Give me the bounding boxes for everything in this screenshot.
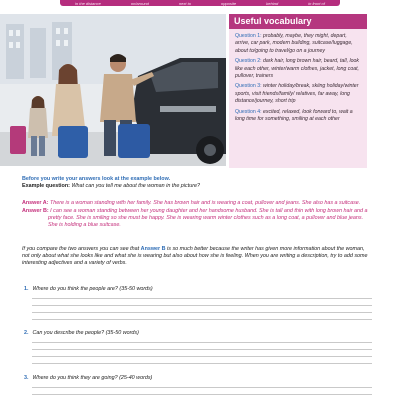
vocabulary-item: Question 2: dark hair, long brown hair, beard, tall, look like each other, winter/warm clothes, jacket, long coat, pullover, trainers xyxy=(235,58,360,80)
vocabulary-box xyxy=(229,14,367,168)
answer-line[interactable] xyxy=(32,349,372,350)
answer-a: Answer A: There is a woman standing with her family. She has brown hair and is wearing a coat, pullover and jeans. She also has a suitcase. xyxy=(22,200,361,206)
answers-section xyxy=(22,200,368,229)
example-text: What can you tell me about the woman in the picture? xyxy=(71,183,200,189)
strip-item: behind xyxy=(266,0,279,6)
answer-line[interactable] xyxy=(32,319,372,320)
answer-line[interactable] xyxy=(32,394,372,395)
compare-paragraph: If you compare the two answers you can see that Answer B is so much better because the writer has given more information about the woman, not only about what she looks like and what she is wearing but also about how she is feeling. When you are writing a description, try to add some interesting adjectives and a variety of verbs. xyxy=(22,246,368,266)
answer-line[interactable] xyxy=(32,305,372,306)
answer-line[interactable] xyxy=(32,387,372,388)
answer-line[interactable] xyxy=(32,298,372,299)
strip-item: in front of xyxy=(308,0,325,6)
question-3: 3. Where do you think they are going? (25-40 words) xyxy=(24,375,153,381)
intro-line: Before you write your answers look at the example below. xyxy=(22,176,171,182)
vocabulary-title: Useful vocabulary xyxy=(229,14,367,29)
family-photo xyxy=(0,14,226,166)
answer-b-highlight: Answer B xyxy=(140,246,166,252)
intro-section xyxy=(22,176,368,190)
strip-item: next to xyxy=(178,0,191,6)
strip-item: opposite xyxy=(220,0,237,6)
top-prepositions-strip xyxy=(60,0,340,6)
answer-b: Answer B: I can see a woman standing between her young daughter and her handsome husband. She is tall and thin with long brown hair and a pretty face. She is smiling so she must be happy. She is wearing warm winter clothes such as a long coat, a pullover and blue jeans. She is holding a blue suitcase. xyxy=(22,208,368,228)
question-2: 2. Can you describe the people? (35-50 words) xyxy=(24,330,139,336)
vocabulary-item: Question 4: excited, relaxed, look forward to, wait a long time for something, smiling at each other xyxy=(235,108,353,123)
strip-item: on/around xyxy=(130,0,149,6)
answer-line[interactable] xyxy=(32,363,372,364)
answer-line[interactable] xyxy=(32,312,372,313)
vocabulary-item: Question 3: winter holiday/break, skiing holiday/winter sports, visit friends/family/ relatives, far away, long distance/journey, short trip xyxy=(235,83,359,105)
strip-item: in the distance xyxy=(75,0,101,6)
example-question xyxy=(22,183,368,190)
vocabulary-item: Question 1: probably, maybe, they might, depart, arrive, car park, modern building, suitcase/luggage, about to/going to travel/go on a journey xyxy=(235,33,353,54)
answer-line[interactable] xyxy=(32,356,372,357)
example-label: Example question: xyxy=(22,183,70,189)
answer-line[interactable] xyxy=(32,342,372,343)
question-1: 1. Where do you think the people are? (35-50 words) xyxy=(24,286,153,292)
